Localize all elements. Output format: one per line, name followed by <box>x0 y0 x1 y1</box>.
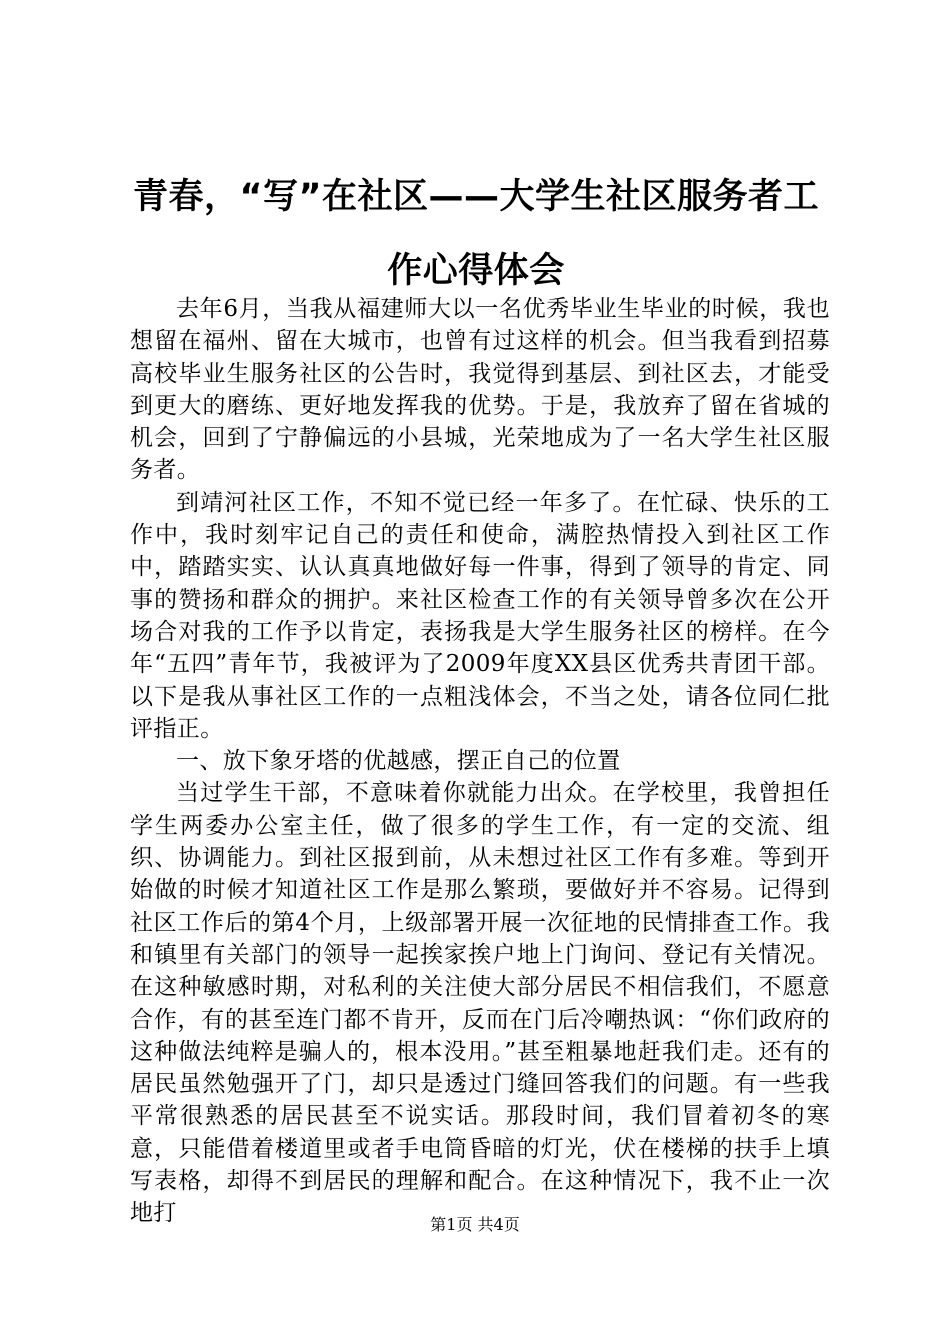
body-paragraph: 去年6月，当我从福建师大以一名优秀毕业生毕业的时候，我也想留在福州、留在大城市，也曾有过这样的机会。但当我看到招募高校毕业生服务社区的公告时，我觉得到基层、到社区去，才能受到更大的磨练、更好地发挥我的优势。于是，我放弃了留在省城的机会，回到了宁静偏远的小县城，光荣地成为了一名大学生社区服务者。 <box>130 296 830 484</box>
body-paragraph: 当过学生干部，不意味着你就能力出众。在学校里，我曾担任学生两委办公室主任，做了很多的学生工作，有一定的交流、组织、协调能力。到社区报到前，从未想过社区工作有多难。等到开始做的时候才知道社区工作是那么繁琐，要做好并不容易。记得到社区工作后的第4个月，上级部署开展一次征地的民情排查工作。我和镇里有关部门的领导一起挨家挨户地上门询问、登记有关情况。在这种敏感时期，对私利的关注使大部分居民不相信我们，不愿意合作，有的甚至连门都不肯开，反而在门后冷嘲热讽：“你们政府的这种做法纯粹是骗人的，根本没用。”甚至粗暴地赶我们走。还有的居民虽然勉强开了门，却只是透过门缝回答我们的问题。有一些我平常很熟悉的居民甚至不说实话。那段时间，我们冒着初冬的寒意，只能借着楼道里或者手电筒昏暗的灯光，伏在楼梯的扶手上填写表格，却得不到居民的理解和配合。在这种情况下，我不止一次地打 <box>130 780 830 1227</box>
page-footer: 第1页 共4页 <box>430 1215 520 1234</box>
document-title: 青春，“写”在社区——大学生社区服务者工作心得体会 <box>132 177 819 291</box>
section-heading: 一、放下象牙塔的优越感，摆正自己的位置 <box>176 748 621 775</box>
body-paragraph: 到靖河社区工作，不知不觉已经一年多了。在忙碌、快乐的工作中，我时刻牢记自己的责任和使命，满腔热情投入到社区工作中，踏踏实实、认认真真地做好每一件事，得到了领导的肯定、同事的赞扬和群众的拥护。来社区检查工作的有关领导曾多次在公开场合对我的工作予以肯定，表扬我是大学生服务社区的榜样。在今年“五四”青年节，我被评为了2009年度XX县区优秀共青团干部。以下是我从事社区工作的一点粗浅体会，不当之处，请各位同仁批评指正。 <box>130 489 830 742</box>
document-body <box>130 293 830 1230</box>
